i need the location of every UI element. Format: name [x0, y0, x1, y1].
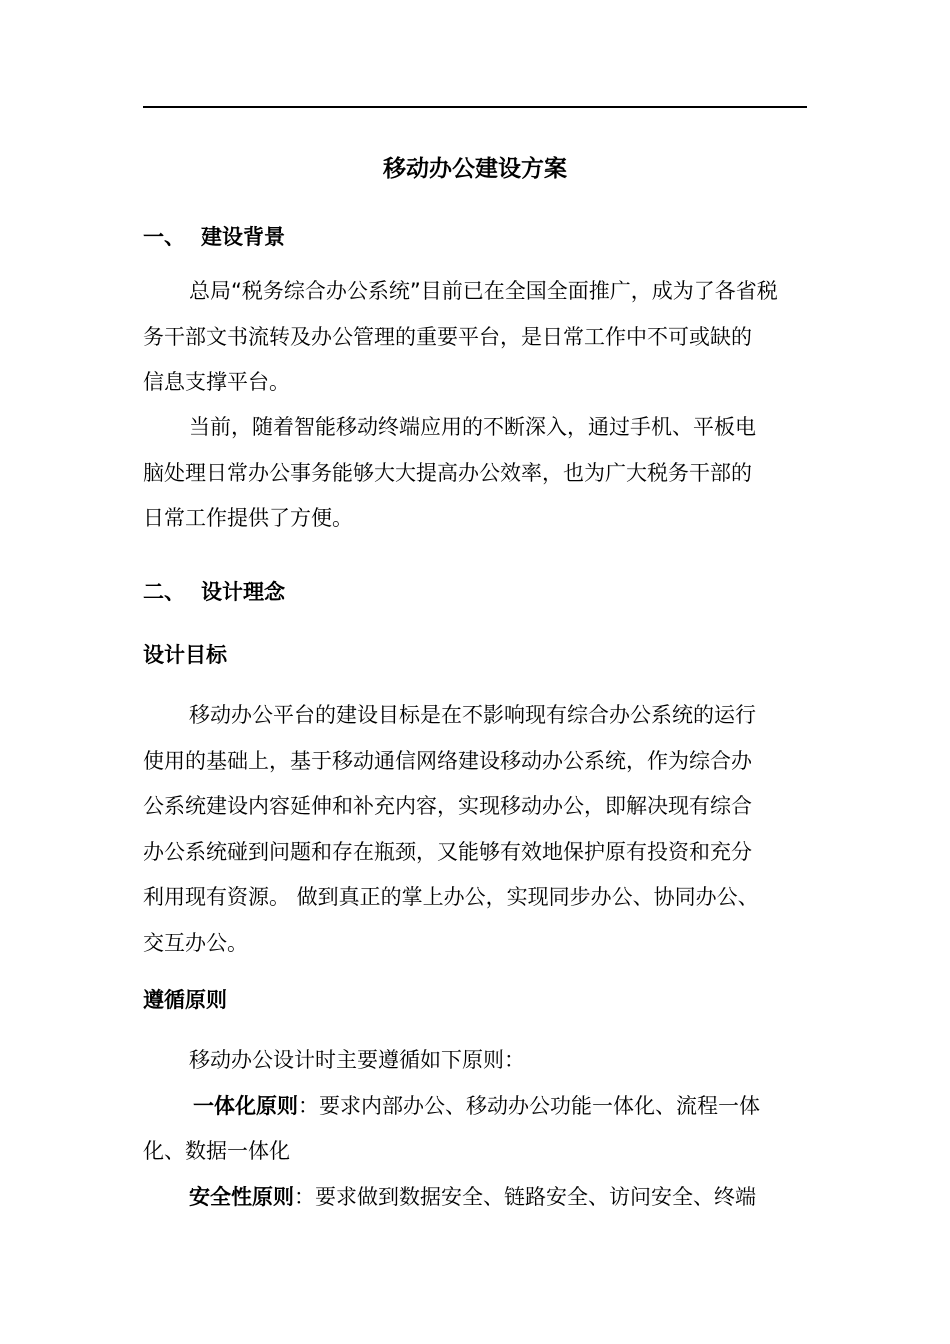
- paragraph-line: 办公系统碰到问题和存在瓶颈，又能够有效地保护原有投资和充分: [143, 839, 752, 864]
- section-title: 设计理念: [201, 580, 285, 604]
- paragraph-line: 利用现有资源。 做到真正的掌上办公，实现同步办公、协同办公、: [143, 885, 759, 909]
- paragraph-line: 务干部文书流转及办公管理的重要平台，是日常工作中不可或缺的: [143, 324, 752, 349]
- paragraph-line: 日常工作提供了方便。: [143, 506, 353, 530]
- paragraph-design-goal: [143, 693, 807, 966]
- paragraph-background-1: [143, 269, 807, 406]
- paragraph-line: 公系统建设内容延伸和补充内容，实现移动办公，即解决现有综合: [143, 794, 752, 818]
- section-number: 二、: [143, 580, 185, 604]
- paragraph-line: 当前，随着智能移动终端应用的不断深入，通过手机、平板电: [189, 415, 756, 439]
- principle-text: ：要求内部办公、移动办公功能一体化、流程一体: [298, 1093, 760, 1118]
- document-title: 移动办公建设方案: [383, 156, 567, 182]
- subheading-principles: 遵循原则: [143, 988, 227, 1012]
- paragraph-background-2: [143, 405, 807, 542]
- section-heading-background: [143, 222, 285, 252]
- section-number: 一、: [143, 225, 185, 249]
- section-title: 建设背景: [201, 225, 285, 249]
- paragraph-line: 化、数据一体化: [143, 1139, 290, 1163]
- paragraph-line: 移动办公平台的建设目标是在不影响现有综合办公系统的运行: [189, 703, 756, 727]
- paragraph-line: 移动办公设计时主要遵循如下原则：: [189, 1048, 525, 1072]
- paragraph-line: 使用的基础上，基于移动通信网络建设移动办公系统，作为综合办: [143, 748, 752, 773]
- header-rule: [143, 106, 807, 108]
- paragraph-principles: [143, 1038, 807, 1220]
- subheading-design-goal: 设计目标: [143, 643, 227, 667]
- principle-label: 一体化原则: [193, 1093, 298, 1118]
- principle-security: [143, 1175, 807, 1221]
- principle-label: 安全性原则: [189, 1184, 294, 1209]
- paragraph-line: 交互办公。: [143, 930, 248, 955]
- principle-text: ：要求做到数据安全、链路安全、访问安全、终端: [294, 1184, 756, 1209]
- paragraph-line: 信息支撑平台。: [143, 370, 290, 394]
- paragraph-line: 总局“税务综合办公系统”目前已在全国全面推广，成为了各省税: [189, 279, 778, 303]
- principle-integration: [143, 1084, 807, 1130]
- section-heading-design: [143, 577, 285, 607]
- paragraph-line: 脑处理日常办公事务能够大大提高办公效率，也为广大税务干部的: [143, 460, 752, 485]
